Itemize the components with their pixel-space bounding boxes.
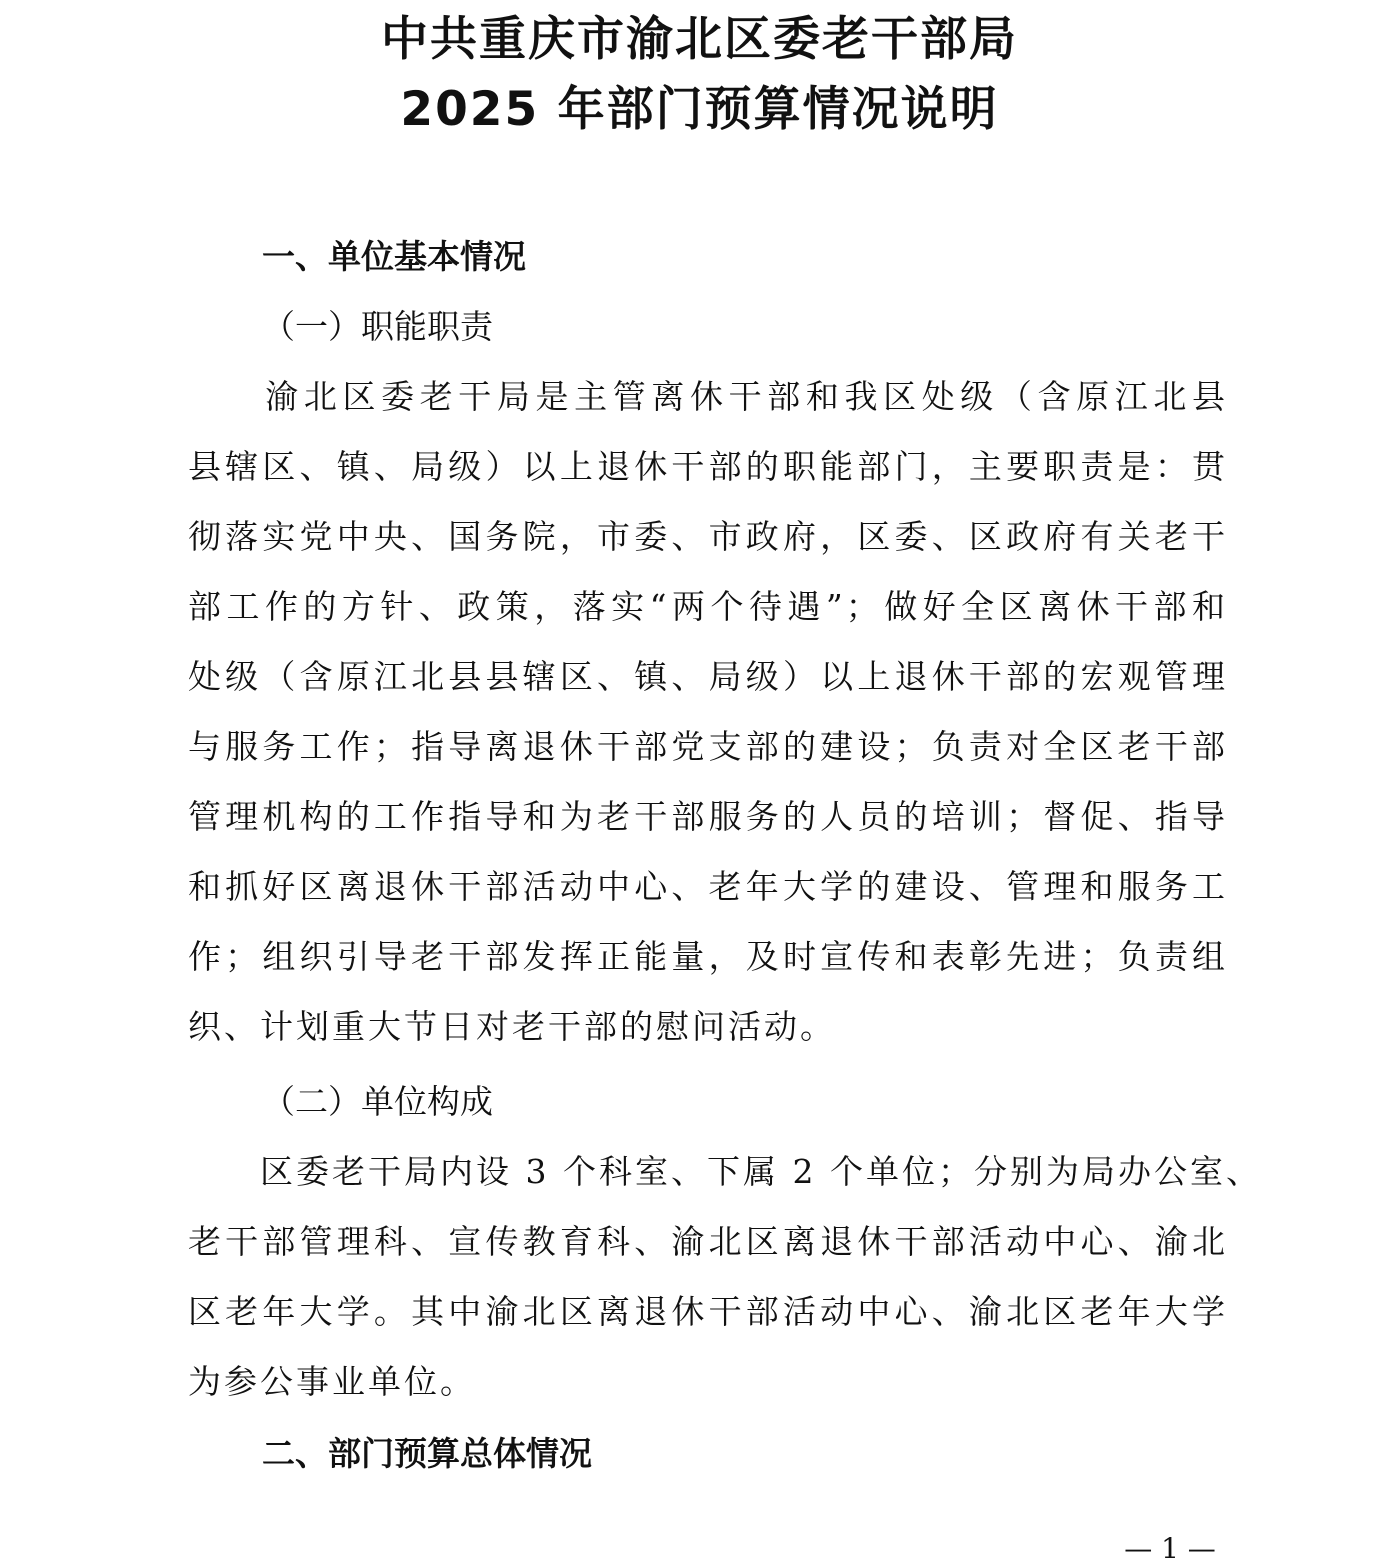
paragraph-line: 区委老干局内设 3 个科室、下属 2 个单位；分别为局办公室、 (188, 1152, 1262, 1191)
subheading-functions-duties: （一）职能职责 (262, 307, 493, 346)
paragraph-line: 管理机构的工作指导和为老干部服务的人员的培训；督促、指导 (188, 797, 1228, 836)
paragraph-line: 与服务工作；指导离退休干部党支部的建设；负责对全区老干部 (188, 727, 1228, 766)
document-title-line-1: 中共重庆市渝北区委老干部局 (381, 12, 1018, 67)
page-number: — 1 — (1124, 1532, 1216, 1565)
subheading-unit-composition: （二）单位构成 (262, 1082, 493, 1121)
paragraph-line: 处级（含原江北县县辖区、镇、局级）以上退休干部的宏观管理 (188, 657, 1228, 696)
document-title-line-2: 2025 年部门预算情况说明 (400, 82, 999, 137)
paragraph-line: 为参公事业单位。 (188, 1362, 476, 1401)
paragraph-line: 彻落实党中央、国务院，市委、市政府，区委、区政府有关老干 (188, 517, 1228, 556)
section-heading-budget-overview: 二、部门预算总体情况 (262, 1434, 592, 1473)
section-heading-unit-basic-info: 一、单位基本情况 (262, 237, 526, 276)
paragraph-line: 织、计划重大节日对老干部的慰问活动。 (188, 1007, 836, 1046)
paragraph-functions-duties (188, 362, 1228, 1062)
paragraph-line: 老干部管理科、宣传教育科、渝北区离退休干部活动中心、渝北 (188, 1222, 1228, 1261)
paragraph-line: 县辖区、镇、局级）以上退休干部的职能部门，主要职责是：贯 (188, 447, 1228, 486)
paragraph-line: 和抓好区离退休干部活动中心、老年大学的建设、管理和服务工 (188, 867, 1228, 906)
paragraph-line: 作；组织引导老干部发挥正能量，及时宣传和表彰先进；负责组 (188, 937, 1228, 976)
paragraph-line: 区老年大学。其中渝北区离退休干部活动中心、渝北区老年大学 (188, 1292, 1228, 1331)
paragraph-unit-composition (188, 1137, 1262, 1417)
paragraph-line: 部工作的方针、政策，落实“两个待遇”；做好全区离休干部和 (188, 587, 1228, 626)
paragraph-line: 渝北区委老干局是主管离休干部和我区处级（含原江北县 (188, 377, 1228, 416)
